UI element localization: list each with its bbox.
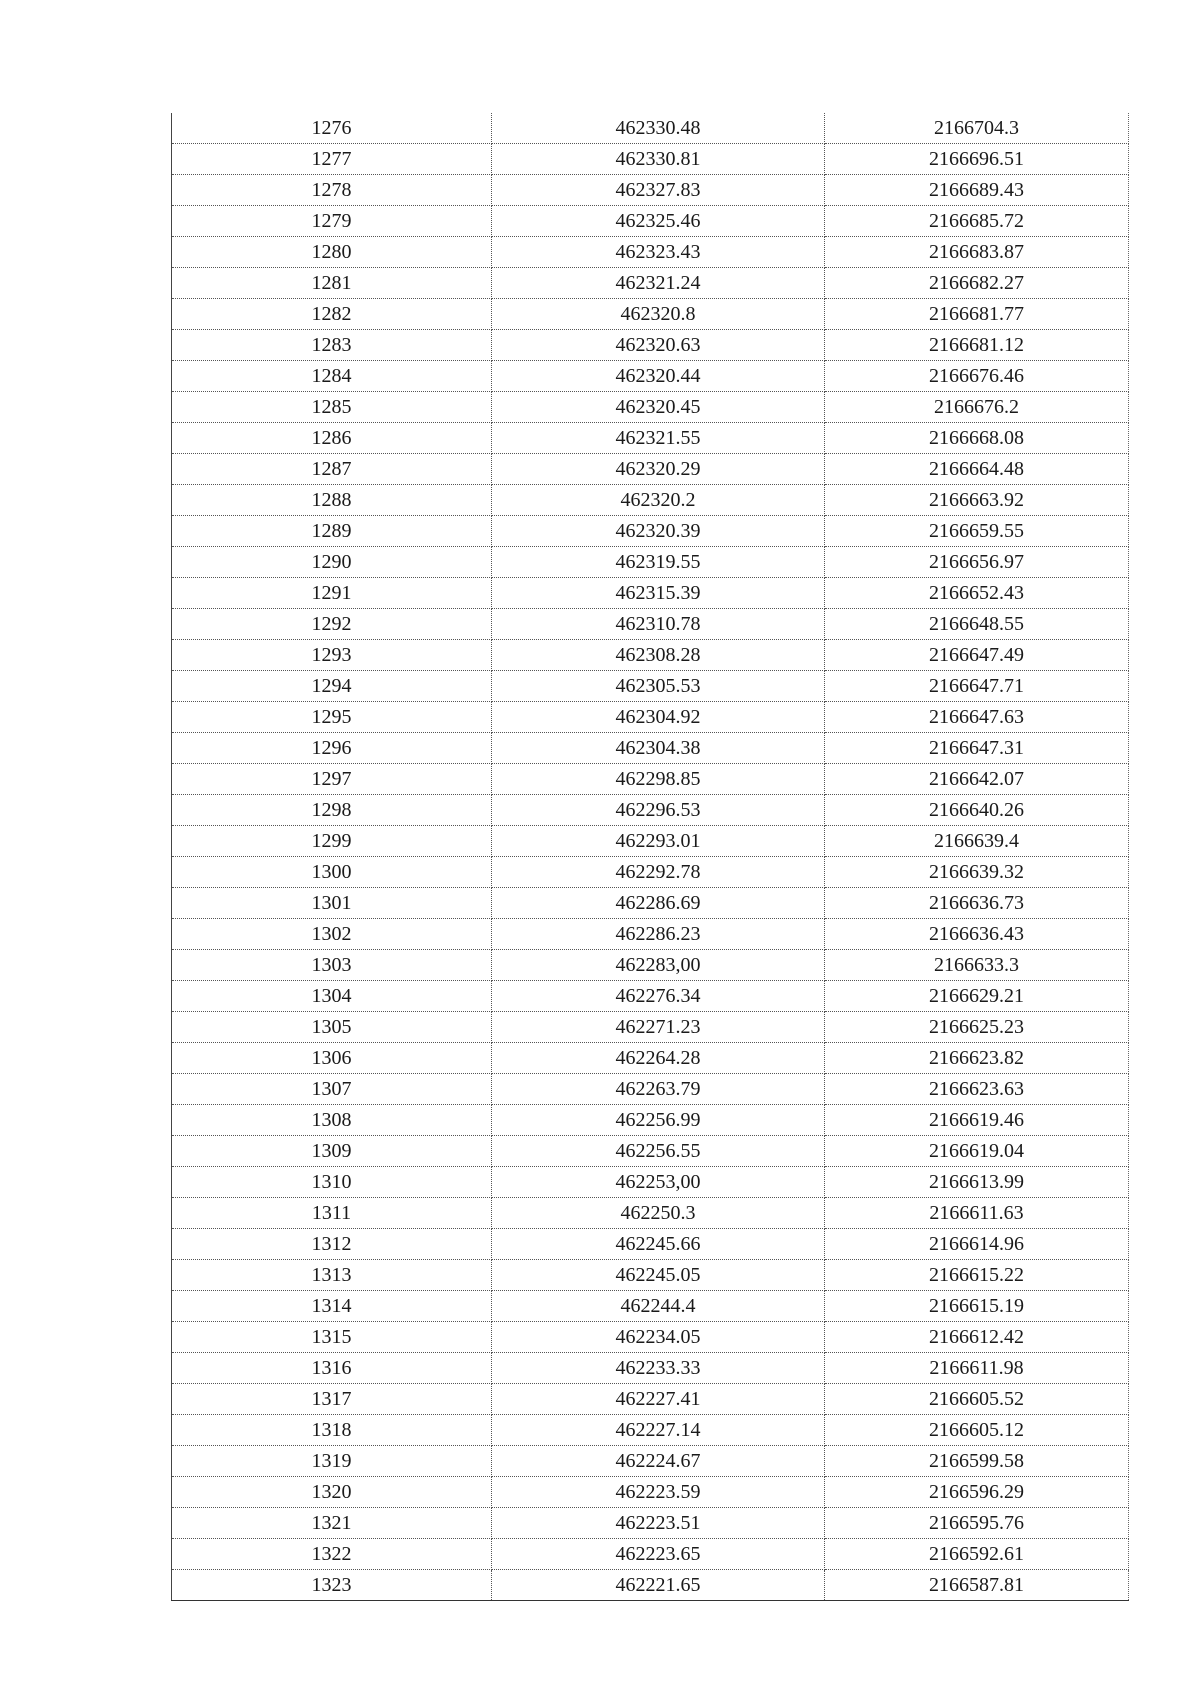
point-number-cell: 1316 <box>172 1353 492 1384</box>
y-coordinate-cell: 2166587.81 <box>825 1570 1129 1601</box>
point-number-cell: 1280 <box>172 237 492 268</box>
table-row <box>172 1260 1129 1291</box>
point-number-cell: 1323 <box>172 1570 492 1601</box>
x-coordinate-cell: 462325.46 <box>492 206 825 237</box>
x-coordinate-cell: 462319.55 <box>492 547 825 578</box>
x-coordinate-cell: 462223.65 <box>492 1539 825 1570</box>
point-number-cell: 1301 <box>172 888 492 919</box>
table-row <box>172 609 1129 640</box>
x-coordinate-cell: 462223.59 <box>492 1477 825 1508</box>
y-coordinate-cell: 2166611.98 <box>825 1353 1129 1384</box>
point-number-cell: 1293 <box>172 640 492 671</box>
point-number-cell: 1296 <box>172 733 492 764</box>
x-coordinate-cell: 462310.78 <box>492 609 825 640</box>
x-coordinate-cell: 462221.65 <box>492 1570 825 1601</box>
x-coordinate-cell: 462304.92 <box>492 702 825 733</box>
y-coordinate-cell: 2166659.55 <box>825 516 1129 547</box>
y-coordinate-cell: 2166623.82 <box>825 1043 1129 1074</box>
y-coordinate-cell: 2166592.61 <box>825 1539 1129 1570</box>
y-coordinate-cell: 2166652.43 <box>825 578 1129 609</box>
x-coordinate-cell: 462253,00 <box>492 1167 825 1198</box>
table-row <box>172 702 1129 733</box>
y-coordinate-cell: 2166664.48 <box>825 454 1129 485</box>
y-coordinate-cell: 2166619.46 <box>825 1105 1129 1136</box>
point-number-cell: 1304 <box>172 981 492 1012</box>
y-coordinate-cell: 2166611.63 <box>825 1198 1129 1229</box>
point-number-cell: 1288 <box>172 485 492 516</box>
y-coordinate-cell: 2166647.31 <box>825 733 1129 764</box>
x-coordinate-cell: 462321.24 <box>492 268 825 299</box>
point-number-cell: 1305 <box>172 1012 492 1043</box>
point-number-cell: 1292 <box>172 609 492 640</box>
x-coordinate-cell: 462244.4 <box>492 1291 825 1322</box>
x-coordinate-cell: 462304.38 <box>492 733 825 764</box>
point-number-cell: 1313 <box>172 1260 492 1291</box>
x-coordinate-cell: 462286.23 <box>492 919 825 950</box>
x-coordinate-cell: 462296.53 <box>492 795 825 826</box>
table-row <box>172 1167 1129 1198</box>
table-row <box>172 516 1129 547</box>
table-row <box>172 919 1129 950</box>
table-row <box>172 950 1129 981</box>
point-number-cell: 1286 <box>172 423 492 454</box>
point-number-cell: 1306 <box>172 1043 492 1074</box>
x-coordinate-cell: 462286.69 <box>492 888 825 919</box>
point-number-cell: 1290 <box>172 547 492 578</box>
table-row <box>172 1012 1129 1043</box>
y-coordinate-cell: 2166647.63 <box>825 702 1129 733</box>
x-coordinate-cell: 462320.8 <box>492 299 825 330</box>
point-number-cell: 1284 <box>172 361 492 392</box>
coordinates-table-body <box>172 113 1129 1601</box>
table-row <box>172 268 1129 299</box>
y-coordinate-cell: 2166640.26 <box>825 795 1129 826</box>
table-row <box>172 857 1129 888</box>
y-coordinate-cell: 2166625.23 <box>825 1012 1129 1043</box>
y-coordinate-cell: 2166613.99 <box>825 1167 1129 1198</box>
y-coordinate-cell: 2166681.12 <box>825 330 1129 361</box>
y-coordinate-cell: 2166636.73 <box>825 888 1129 919</box>
point-number-cell: 1302 <box>172 919 492 950</box>
point-number-cell: 1320 <box>172 1477 492 1508</box>
point-number-cell: 1309 <box>172 1136 492 1167</box>
y-coordinate-cell: 2166605.12 <box>825 1415 1129 1446</box>
point-number-cell: 1294 <box>172 671 492 702</box>
y-coordinate-cell: 2166639.32 <box>825 857 1129 888</box>
table-row <box>172 299 1129 330</box>
x-coordinate-cell: 462264.28 <box>492 1043 825 1074</box>
point-number-cell: 1285 <box>172 392 492 423</box>
point-number-cell: 1307 <box>172 1074 492 1105</box>
table-row <box>172 1043 1129 1074</box>
y-coordinate-cell: 2166683.87 <box>825 237 1129 268</box>
point-number-cell: 1303 <box>172 950 492 981</box>
y-coordinate-cell: 2166614.96 <box>825 1229 1129 1260</box>
point-number-cell: 1279 <box>172 206 492 237</box>
table-row <box>172 888 1129 919</box>
x-coordinate-cell: 462323.43 <box>492 237 825 268</box>
x-coordinate-cell: 462276.34 <box>492 981 825 1012</box>
table-row <box>172 826 1129 857</box>
y-coordinate-cell: 2166605.52 <box>825 1384 1129 1415</box>
y-coordinate-cell: 2166682.27 <box>825 268 1129 299</box>
x-coordinate-cell: 462224.67 <box>492 1446 825 1477</box>
point-number-cell: 1278 <box>172 175 492 206</box>
table-row <box>172 392 1129 423</box>
table-row <box>172 330 1129 361</box>
y-coordinate-cell: 2166615.19 <box>825 1291 1129 1322</box>
x-coordinate-cell: 462320.63 <box>492 330 825 361</box>
table-row <box>172 547 1129 578</box>
point-number-cell: 1283 <box>172 330 492 361</box>
point-number-cell: 1297 <box>172 764 492 795</box>
point-number-cell: 1281 <box>172 268 492 299</box>
x-coordinate-cell: 462320.45 <box>492 392 825 423</box>
point-number-cell: 1310 <box>172 1167 492 1198</box>
point-number-cell: 1317 <box>172 1384 492 1415</box>
x-coordinate-cell: 462223.51 <box>492 1508 825 1539</box>
x-coordinate-cell: 462315.39 <box>492 578 825 609</box>
y-coordinate-cell: 2166633.3 <box>825 950 1129 981</box>
point-number-cell: 1287 <box>172 454 492 485</box>
point-number-cell: 1312 <box>172 1229 492 1260</box>
table-row <box>172 981 1129 1012</box>
x-coordinate-cell: 462250.3 <box>492 1198 825 1229</box>
x-coordinate-cell: 462320.29 <box>492 454 825 485</box>
y-coordinate-cell: 2166704.3 <box>825 113 1129 144</box>
point-number-cell: 1300 <box>172 857 492 888</box>
table-row <box>172 1229 1129 1260</box>
x-coordinate-cell: 462330.48 <box>492 113 825 144</box>
y-coordinate-cell: 2166676.46 <box>825 361 1129 392</box>
point-number-cell: 1298 <box>172 795 492 826</box>
table-row <box>172 454 1129 485</box>
table-row <box>172 1322 1129 1353</box>
y-coordinate-cell: 2166636.43 <box>825 919 1129 950</box>
table-row <box>172 485 1129 516</box>
y-coordinate-cell: 2166642.07 <box>825 764 1129 795</box>
x-coordinate-cell: 462320.39 <box>492 516 825 547</box>
table-row <box>172 733 1129 764</box>
x-coordinate-cell: 462245.05 <box>492 1260 825 1291</box>
y-coordinate-cell: 2166612.42 <box>825 1322 1129 1353</box>
coordinates-table <box>171 113 1129 1601</box>
x-coordinate-cell: 462292.78 <box>492 857 825 888</box>
point-number-cell: 1315 <box>172 1322 492 1353</box>
table-row <box>172 578 1129 609</box>
y-coordinate-cell: 2166596.29 <box>825 1477 1129 1508</box>
table-row <box>172 1508 1129 1539</box>
x-coordinate-cell: 462256.55 <box>492 1136 825 1167</box>
x-coordinate-cell: 462263.79 <box>492 1074 825 1105</box>
x-coordinate-cell: 462233.33 <box>492 1353 825 1384</box>
x-coordinate-cell: 462256.99 <box>492 1105 825 1136</box>
table-row <box>172 175 1129 206</box>
point-number-cell: 1318 <box>172 1415 492 1446</box>
table-row <box>172 640 1129 671</box>
y-coordinate-cell: 2166619.04 <box>825 1136 1129 1167</box>
x-coordinate-cell: 462308.28 <box>492 640 825 671</box>
table-row <box>172 1477 1129 1508</box>
x-coordinate-cell: 462298.85 <box>492 764 825 795</box>
table-row <box>172 361 1129 392</box>
table-row <box>172 1353 1129 1384</box>
point-number-cell: 1308 <box>172 1105 492 1136</box>
point-number-cell: 1295 <box>172 702 492 733</box>
point-number-cell: 1311 <box>172 1198 492 1229</box>
x-coordinate-cell: 462330.81 <box>492 144 825 175</box>
table-row <box>172 423 1129 454</box>
x-coordinate-cell: 462320.2 <box>492 485 825 516</box>
y-coordinate-cell: 2166668.08 <box>825 423 1129 454</box>
point-number-cell: 1299 <box>172 826 492 857</box>
table-row <box>172 1570 1129 1601</box>
point-number-cell: 1321 <box>172 1508 492 1539</box>
table-row <box>172 113 1129 144</box>
point-number-cell: 1282 <box>172 299 492 330</box>
y-coordinate-cell: 2166595.76 <box>825 1508 1129 1539</box>
y-coordinate-cell: 2166676.2 <box>825 392 1129 423</box>
y-coordinate-cell: 2166689.43 <box>825 175 1129 206</box>
table-row <box>172 1105 1129 1136</box>
table-row <box>172 1539 1129 1570</box>
x-coordinate-cell: 462320.44 <box>492 361 825 392</box>
y-coordinate-cell: 2166647.49 <box>825 640 1129 671</box>
table-row <box>172 1415 1129 1446</box>
x-coordinate-cell: 462305.53 <box>492 671 825 702</box>
table-row <box>172 1291 1129 1322</box>
table-row <box>172 795 1129 826</box>
y-coordinate-cell: 2166599.58 <box>825 1446 1129 1477</box>
point-number-cell: 1276 <box>172 113 492 144</box>
point-number-cell: 1314 <box>172 1291 492 1322</box>
y-coordinate-cell: 2166696.51 <box>825 144 1129 175</box>
table-row <box>172 1198 1129 1229</box>
x-coordinate-cell: 462283,00 <box>492 950 825 981</box>
y-coordinate-cell: 2166663.92 <box>825 485 1129 516</box>
x-coordinate-cell: 462293.01 <box>492 826 825 857</box>
y-coordinate-cell: 2166629.21 <box>825 981 1129 1012</box>
y-coordinate-cell: 2166615.22 <box>825 1260 1129 1291</box>
point-number-cell: 1277 <box>172 144 492 175</box>
y-coordinate-cell: 2166623.63 <box>825 1074 1129 1105</box>
x-coordinate-cell: 462271.23 <box>492 1012 825 1043</box>
x-coordinate-cell: 462234.05 <box>492 1322 825 1353</box>
y-coordinate-cell: 2166685.72 <box>825 206 1129 237</box>
x-coordinate-cell: 462227.41 <box>492 1384 825 1415</box>
point-number-cell: 1319 <box>172 1446 492 1477</box>
y-coordinate-cell: 2166648.55 <box>825 609 1129 640</box>
y-coordinate-cell: 2166681.77 <box>825 299 1129 330</box>
table-row <box>172 206 1129 237</box>
x-coordinate-cell: 462245.66 <box>492 1229 825 1260</box>
table-row <box>172 1136 1129 1167</box>
point-number-cell: 1289 <box>172 516 492 547</box>
table-row <box>172 764 1129 795</box>
table-row <box>172 144 1129 175</box>
x-coordinate-cell: 462327.83 <box>492 175 825 206</box>
table-row <box>172 671 1129 702</box>
y-coordinate-cell: 2166639.4 <box>825 826 1129 857</box>
point-number-cell: 1322 <box>172 1539 492 1570</box>
table-row <box>172 1384 1129 1415</box>
x-coordinate-cell: 462321.55 <box>492 423 825 454</box>
table-row <box>172 237 1129 268</box>
table-row <box>172 1074 1129 1105</box>
x-coordinate-cell: 462227.14 <box>492 1415 825 1446</box>
point-number-cell: 1291 <box>172 578 492 609</box>
table-row <box>172 1446 1129 1477</box>
y-coordinate-cell: 2166647.71 <box>825 671 1129 702</box>
y-coordinate-cell: 2166656.97 <box>825 547 1129 578</box>
